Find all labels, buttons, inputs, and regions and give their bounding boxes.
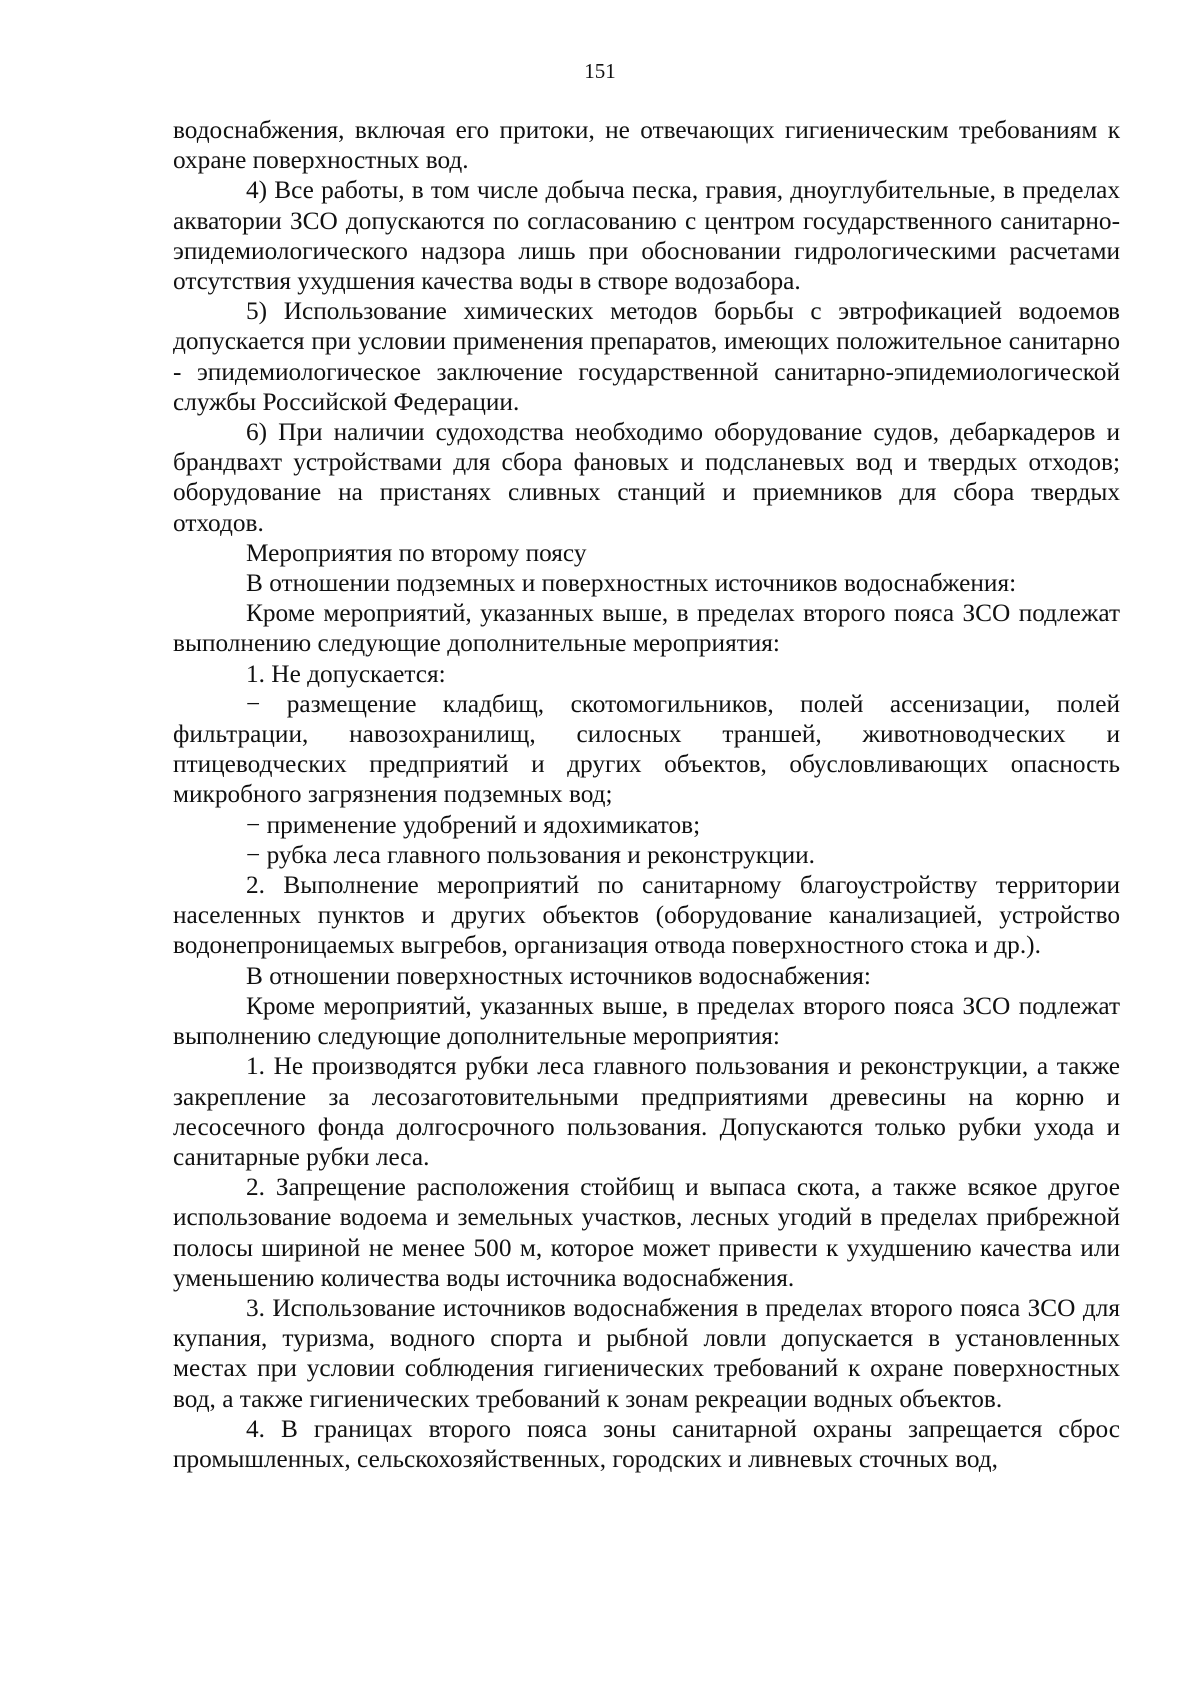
list-item: 1. Не производятся рубки леса главного пользования и реконструкции, а также закрепление за лесозаготовительными предприятиями древесины на корню и лесосечного фонда долгосрочного пользования. Допускаются только рубки ухода и санитарные рубки леса. xyxy=(173,1052,1120,1171)
list-item: 4. В границах второго пояса зоны санитарной охраны запрещается сброс промышленных, сельскохозяйственных, городских и ливневых сточных вод, xyxy=(173,1414,1120,1473)
list-item: − размещение кладбищ, скотомогильников, полей ассенизации, полей фильтрации, навозохранилищ, силосных траншей, животноводческих и птицеводческих предприятий и других объектов, обусловливающих опасность микробного загрязнения подземных вод; xyxy=(173,689,1120,809)
paragraph: 5) Использование химических методов борьбы с эвтрофикацией водоемов допускается при условии применения препаратов, имеющих положительное санитарно - эпидемиологическое заключение государственной санитарно-эпидемиологической службы Российской Федерации. xyxy=(173,297,1120,416)
page-number: 151 xyxy=(584,59,616,83)
list-item: 2. Выполнение мероприятий по санитарному благоустройству территории населенных пунктов и других объектов (оборудование канализацией, устройство водонепроницаемых выгребов, организация отвода поверхностного стока и др.). xyxy=(173,871,1120,960)
paragraph: 4) Все работы, в том числе добыча песка, гравия, дноуглубительные, в пределах акватории ЗСО допускаются по согласованию с центром государственного санитарно-эпидемиологического надзора лишь при обосновании гидрологическими расчетами отсутствия ухудшения качества воды в створе водозабора. xyxy=(173,176,1120,296)
paragraph: Кроме мероприятий, указанных выше, в пределах второго пояса ЗСО подлежат выполнению следующие дополнительные мероприятия: xyxy=(173,599,1120,658)
document-body xyxy=(173,115,1120,1474)
paragraph: 6) При наличии судоходства необходимо оборудование судов, дебаркадеров и брандвахт устройствами для сбора фановых и подсланевых вод и твердых отходов; оборудование на пристанях сливных станций и приемников для сбора твердых отходов. xyxy=(173,418,1120,537)
list-item: 1. Не допускается: xyxy=(246,659,446,688)
paragraph: В отношении поверхностных источников водоснабжения: xyxy=(246,961,871,990)
list-item: 3. Использование источников водоснабжения в пределах второго пояса ЗСО для купания, туризма, водного спорта и рыбной ловли допускается в установленных местах при условии соблюдения гигиенических требований к охране поверхностных вод, а также гигиенических требований к зонам рекреации водных объектов. xyxy=(173,1293,1120,1413)
list-item: − рубка леса главного пользования и реконструкции. xyxy=(246,840,816,869)
list-item: − применение удобрений и ядохимикатов; xyxy=(246,810,701,839)
paragraph: Кроме мероприятий, указанных выше, в пределах второго пояса ЗСО подлежат выполнению следующие дополнительные мероприятия: xyxy=(173,991,1120,1051)
list-item: 2. Запрещение расположения стойбищ и выпаса скота, а также всякое другое использование водоема и земельных участков, лесных угодий в пределах прибрежной полосы шириной не менее 500 м, которое может привести к ухудшению качества или уменьшению количества воды источника водоснабжения. xyxy=(173,1173,1120,1292)
paragraph: водоснабжения, включая его притоки, не отвечающих гигиеническим требованиям к охране поверхностных вод. xyxy=(173,116,1120,175)
section-heading: Мероприятия по второму поясу xyxy=(246,538,587,567)
paragraph: В отношении подземных и поверхностных источников водоснабжения: xyxy=(246,569,1017,598)
